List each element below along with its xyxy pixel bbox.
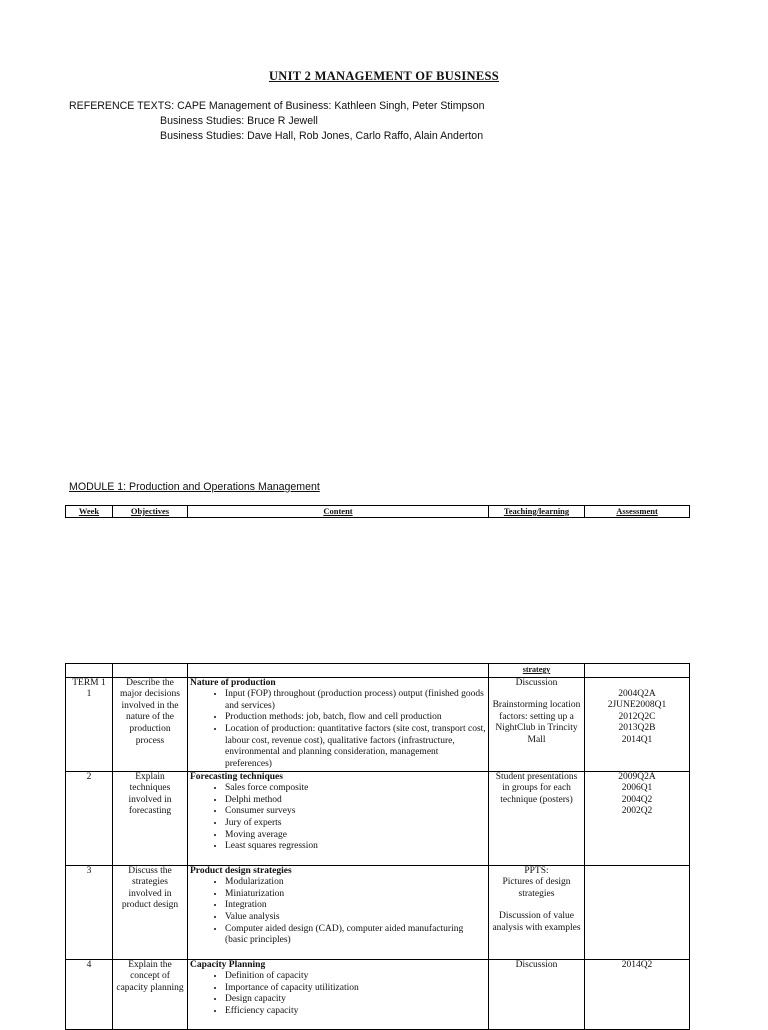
teaching-cell: Student presentations in groups for each technique (posters) bbox=[489, 771, 585, 865]
assessment-item: 2004Q2A bbox=[618, 688, 656, 699]
teaching-line: Discussion bbox=[515, 677, 558, 688]
list-item: • Integration bbox=[225, 900, 486, 912]
schedule-table bbox=[65, 663, 690, 1030]
content-list bbox=[190, 877, 486, 947]
objective-cell: Discuss the strategies involved in product design bbox=[113, 865, 188, 959]
list-item: • Computer aided design (CAD), computer aided manufacturing (basic principles) bbox=[225, 924, 486, 947]
teaching-line: PPTS: bbox=[524, 865, 549, 876]
reference-line-3: Business Studies: Dave Hall, Rob Jones, Carlo Raffo, Alain Anderton bbox=[160, 130, 484, 142]
document-title: UNIT 2 MANAGEMENT OF BUSINESS bbox=[268, 69, 500, 83]
list-item: • Sales force composite bbox=[225, 783, 486, 795]
list-item: • Least squares regression bbox=[225, 841, 486, 853]
content-cell bbox=[188, 771, 489, 865]
list-item: • Production methods: job, batch, flow and cell production bbox=[225, 712, 486, 724]
module-title: MODULE 1: Production and Operations Management bbox=[69, 481, 320, 493]
content-heading: Forecasting techniques bbox=[190, 771, 283, 782]
week-term: TERM 1 bbox=[72, 677, 106, 688]
week-cell: 4 bbox=[66, 959, 113, 1029]
strategy-empty-week bbox=[66, 664, 113, 678]
teaching-line: Pictures of design strategies bbox=[502, 877, 571, 899]
list-item: • Jury of experts bbox=[225, 818, 486, 830]
teaching-gap bbox=[491, 689, 582, 700]
teaching-gap bbox=[491, 900, 582, 911]
content-cell bbox=[188, 865, 489, 959]
week-cell: 2 bbox=[66, 771, 113, 865]
assessment-item: 2013Q2B bbox=[618, 723, 656, 734]
week-cell: 3 bbox=[66, 865, 113, 959]
teaching-cell bbox=[489, 865, 585, 959]
assessment-cell: 2014Q2 bbox=[585, 959, 690, 1029]
header-week: Week bbox=[66, 506, 113, 518]
list-item: • Importance of capacity utilitization bbox=[225, 983, 486, 995]
list-item: • Input (FOP) throughout (production process) output (finished goods and services) bbox=[225, 689, 486, 712]
objective-cell: Explain the concept of capacity planning bbox=[113, 959, 188, 1029]
strategy-empty-content bbox=[188, 664, 489, 678]
header-objectives: Objectives bbox=[113, 506, 188, 518]
content-list bbox=[190, 783, 486, 853]
teaching-cell bbox=[489, 677, 585, 771]
list-item: • Modularization bbox=[225, 877, 486, 889]
strategy-empty-assessment bbox=[585, 664, 690, 678]
week-cell bbox=[66, 677, 113, 771]
table-row bbox=[66, 771, 690, 865]
assessment-item: 2JUNE2008Q1 bbox=[607, 700, 667, 711]
list-item: • Definition of capacity bbox=[225, 971, 486, 983]
strategy-empty-objective bbox=[113, 664, 188, 678]
assessment-item: 2002Q2 bbox=[621, 806, 653, 817]
assessment-item: 2009Q2A bbox=[618, 771, 656, 782]
list-item: • Location of production: quantitative factors (site cost, transport cost, labour cost, revenue cost), qualitative factors (infrastructure, environmental and planning consideration, management preferences) bbox=[225, 724, 486, 770]
schedule-header-table bbox=[65, 505, 690, 518]
list-item: • Efficiency capacity bbox=[225, 1006, 486, 1018]
assessment-item: 2006Q1 bbox=[621, 783, 653, 794]
week-number: 1 bbox=[86, 689, 92, 700]
reference-label: REFERENCE TEXTS: bbox=[69, 100, 178, 112]
content-cell bbox=[188, 959, 489, 1029]
assessment-item: 2004Q2 bbox=[621, 794, 653, 805]
reference-line-1 bbox=[69, 99, 485, 114]
table-row bbox=[66, 865, 690, 959]
reference-text-1: CAPE Management of Business: Kathleen Singh, Peter Stimpson bbox=[177, 100, 485, 112]
strategy-label: strategy bbox=[522, 665, 551, 674]
content-list bbox=[190, 971, 486, 1017]
assessment-gap bbox=[587, 678, 687, 689]
assessment-cell bbox=[585, 677, 690, 771]
assessment-item: 2014Q1 bbox=[621, 734, 653, 745]
assessment-cell bbox=[585, 865, 690, 959]
table-row bbox=[66, 959, 690, 1029]
strategy-row bbox=[66, 664, 690, 678]
teaching-line: Discussion of value analysis with examples bbox=[492, 911, 581, 933]
content-heading: Nature of production bbox=[190, 677, 276, 688]
objective-cell: Describe the major decisions involved in the nature of the production process bbox=[113, 677, 188, 771]
content-cell bbox=[188, 677, 489, 771]
list-item: • Design capacity bbox=[225, 994, 486, 1006]
reference-line-2: Business Studies: Bruce R Jewell bbox=[160, 115, 318, 127]
teaching-line: Brainstorming location factors: setting up a NightClub in Trincity Mall bbox=[492, 700, 581, 745]
header-row bbox=[66, 506, 690, 518]
content-heading: Capacity Planning bbox=[190, 959, 266, 970]
content-heading: Product design strategies bbox=[190, 865, 292, 876]
content-list bbox=[190, 689, 486, 770]
list-item: • Miniaturization bbox=[225, 889, 486, 901]
teaching-cell: Discussion bbox=[489, 959, 585, 1029]
header-content: Content bbox=[188, 506, 489, 518]
strategy-label-cell bbox=[489, 664, 585, 678]
reference-texts bbox=[69, 99, 485, 144]
list-item: • Consumer surveys bbox=[225, 806, 486, 818]
assessment-cell bbox=[585, 771, 690, 865]
header-teaching: Teaching/learning bbox=[489, 506, 585, 518]
list-item: • Delphi method bbox=[225, 795, 486, 807]
header-assessment: Assessment bbox=[585, 506, 690, 518]
list-item: • Value analysis bbox=[225, 912, 486, 924]
assessment-item: 2012Q2C bbox=[618, 711, 656, 722]
list-item: • Moving average bbox=[225, 830, 486, 842]
objective-cell: Explain techniques involved in forecasting bbox=[113, 771, 188, 865]
table-row bbox=[66, 677, 690, 771]
